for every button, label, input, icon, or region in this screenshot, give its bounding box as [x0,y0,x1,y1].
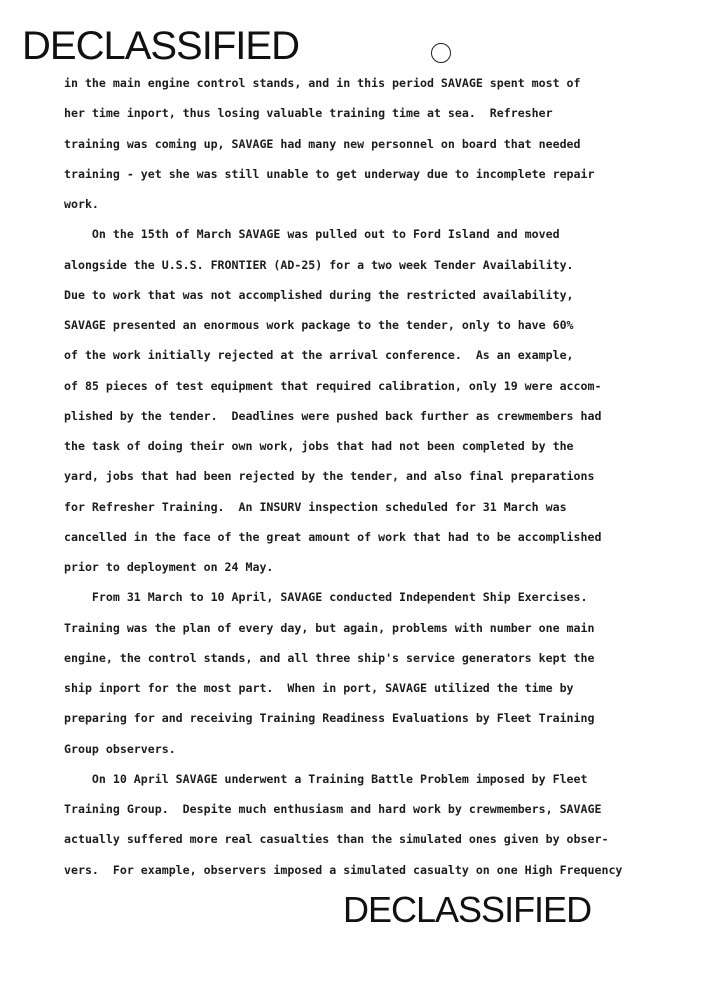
text-line-23: Group observers. [64,741,176,756]
text-line-25: Training Group. Despite much enthusiasm and hard work by crewmembers, SAVAGE [64,802,602,816]
text-line-17: prior to deployment on 24 May. [64,560,274,574]
text-line-11: of 85 pieces of test equipment that required calibration, only 19 were accom- [64,378,602,393]
text-line-24: On 10 April SAVAGE underwent a Training Battle Problem imposed by Fleet [64,771,588,786]
text-line-19: Training was the plan of every day, but again, problems with number one main [64,620,595,635]
text-line-15: for Refresher Training. An INSURV inspection scheduled for 31 March was [64,499,567,514]
text-line-27: vers. For example, observers imposed a simulated casualty on one High Frequency [64,862,623,877]
text-line-16: cancelled in the face of the great amount of work that had to be accomplished [64,529,602,544]
text-line-22: preparing for and receiving Training Readiness Evaluations by Fleet Training [64,711,595,726]
text-line-9: SAVAGE presented an enormous work package to the tender, only to have 60% [64,318,574,332]
text-line-13: the task of doing their own work, jobs that had not been completed by the [64,439,574,453]
text-line-4: training - yet she was still unable to get underway due to incomplete repair [64,166,595,181]
punch-hole [431,43,451,63]
text-line-18: From 31 March to 10 April, SAVAGE conducted Independent Ship Exercises. [64,590,588,605]
text-line-14: yard, jobs that had been rejected by the tender, and also final preparations [64,469,595,484]
text-line-8: Due to work that was not accomplished during the restricted availability, [64,287,574,302]
text-line-26: actually suffered more real casualties than the simulated ones given by obser- [64,832,609,847]
text-line-1: in the main engine control stands, and in this period SAVAGE spent most of [64,76,581,90]
text-line-7: alongside the U.S.S. FRONTIER (AD-25) for a two week Tender Availability. [64,257,574,272]
text-line-21: ship inport for the most part. When in port, SAVAGE utilized the time by [64,681,574,695]
text-line-3: training was coming up, SAVAGE had many new personnel on board that needed [64,136,581,151]
text-line-2: her time inport, thus losing valuable training time at sea. Refresher [64,106,553,121]
text-line-10: of the work initially rejected at the arrival conference. As an example, [64,348,574,363]
text-line-12: plished by the tender. Deadlines were pushed back further as crewmembers had [64,408,602,423]
declassified-stamp-bottom: DECLASSIFIED [343,889,592,930]
declassified-stamp-top: DECLASSIFIED [22,24,299,68]
text-line-6: On the 15th of March SAVAGE was pulled out to Ford Island and moved [64,227,560,242]
text-line-5: work. [64,197,99,211]
text-line-20: engine, the control stands, and all three ship's service generators kept the [64,650,595,665]
